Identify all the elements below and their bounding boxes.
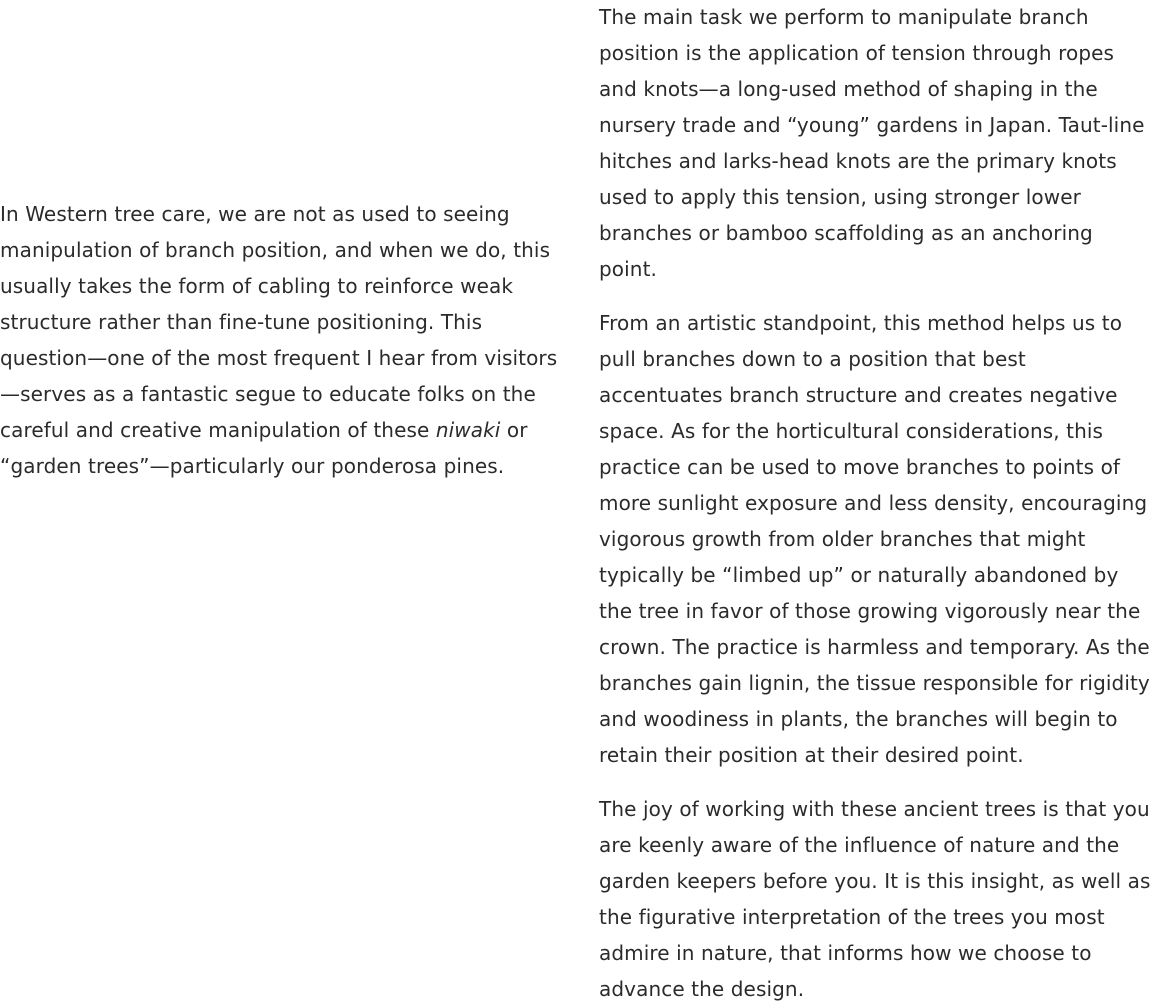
tension-paragraph: The main task we perform to manipulate branch position is the application of tension through ropes and knots—a long-used method of shaping in the nursery trade and “young” gardens in Japan. Taut-line hitches and larks-head knots are the primary knots used to apply this tension, using stronger lower branches or bamboo scaffolding as an anchoring point. bbox=[599, 5, 1145, 281]
niwaki-term: niwaki bbox=[435, 418, 501, 442]
intro-text: In Western tree care, we are not as used to seeing manipulation of branch position, and when we do, this usually takes the form of cabling to reinforce weak structure rather than fine-tune positioning. This question—one of the most frequent I hear from visitors—serves as a fantastic segue to educate folks on the careful and creative manipulation of these bbox=[0, 202, 558, 442]
left-column bbox=[0, 196, 560, 484]
artistic-paragraph: From an artistic standpoint, this method helps us to pull branches down to a position that best accentuates branch structure and creates negative space. As for the horticultural considerations, this practice can be used to move branches to points of more sunlight exposure and less density, encouraging vigorous growth from older branches that might typically be “limbed up” or naturally abandoned by the tree in favor of those growing vigorously near the crown. The practice is harmless and temporary. As the branches gain lignin, the tissue responsible for rigidity and woodiness in plants, the branches will begin to retain their position at their desired point. bbox=[599, 311, 1150, 767]
right-column bbox=[599, 0, 1152, 1007]
intro-paragraph bbox=[0, 196, 560, 484]
joy-paragraph: The joy of working with these ancient trees is that you are keenly aware of the influence of nature and the garden keepers before you. It is this insight, as well as the figurative interpretation of the trees you most admire in nature, that informs how we choose to advance the design. bbox=[599, 797, 1151, 1001]
intro-text-end: or “garden trees”—particularly our ponderosa pines. bbox=[0, 418, 528, 478]
